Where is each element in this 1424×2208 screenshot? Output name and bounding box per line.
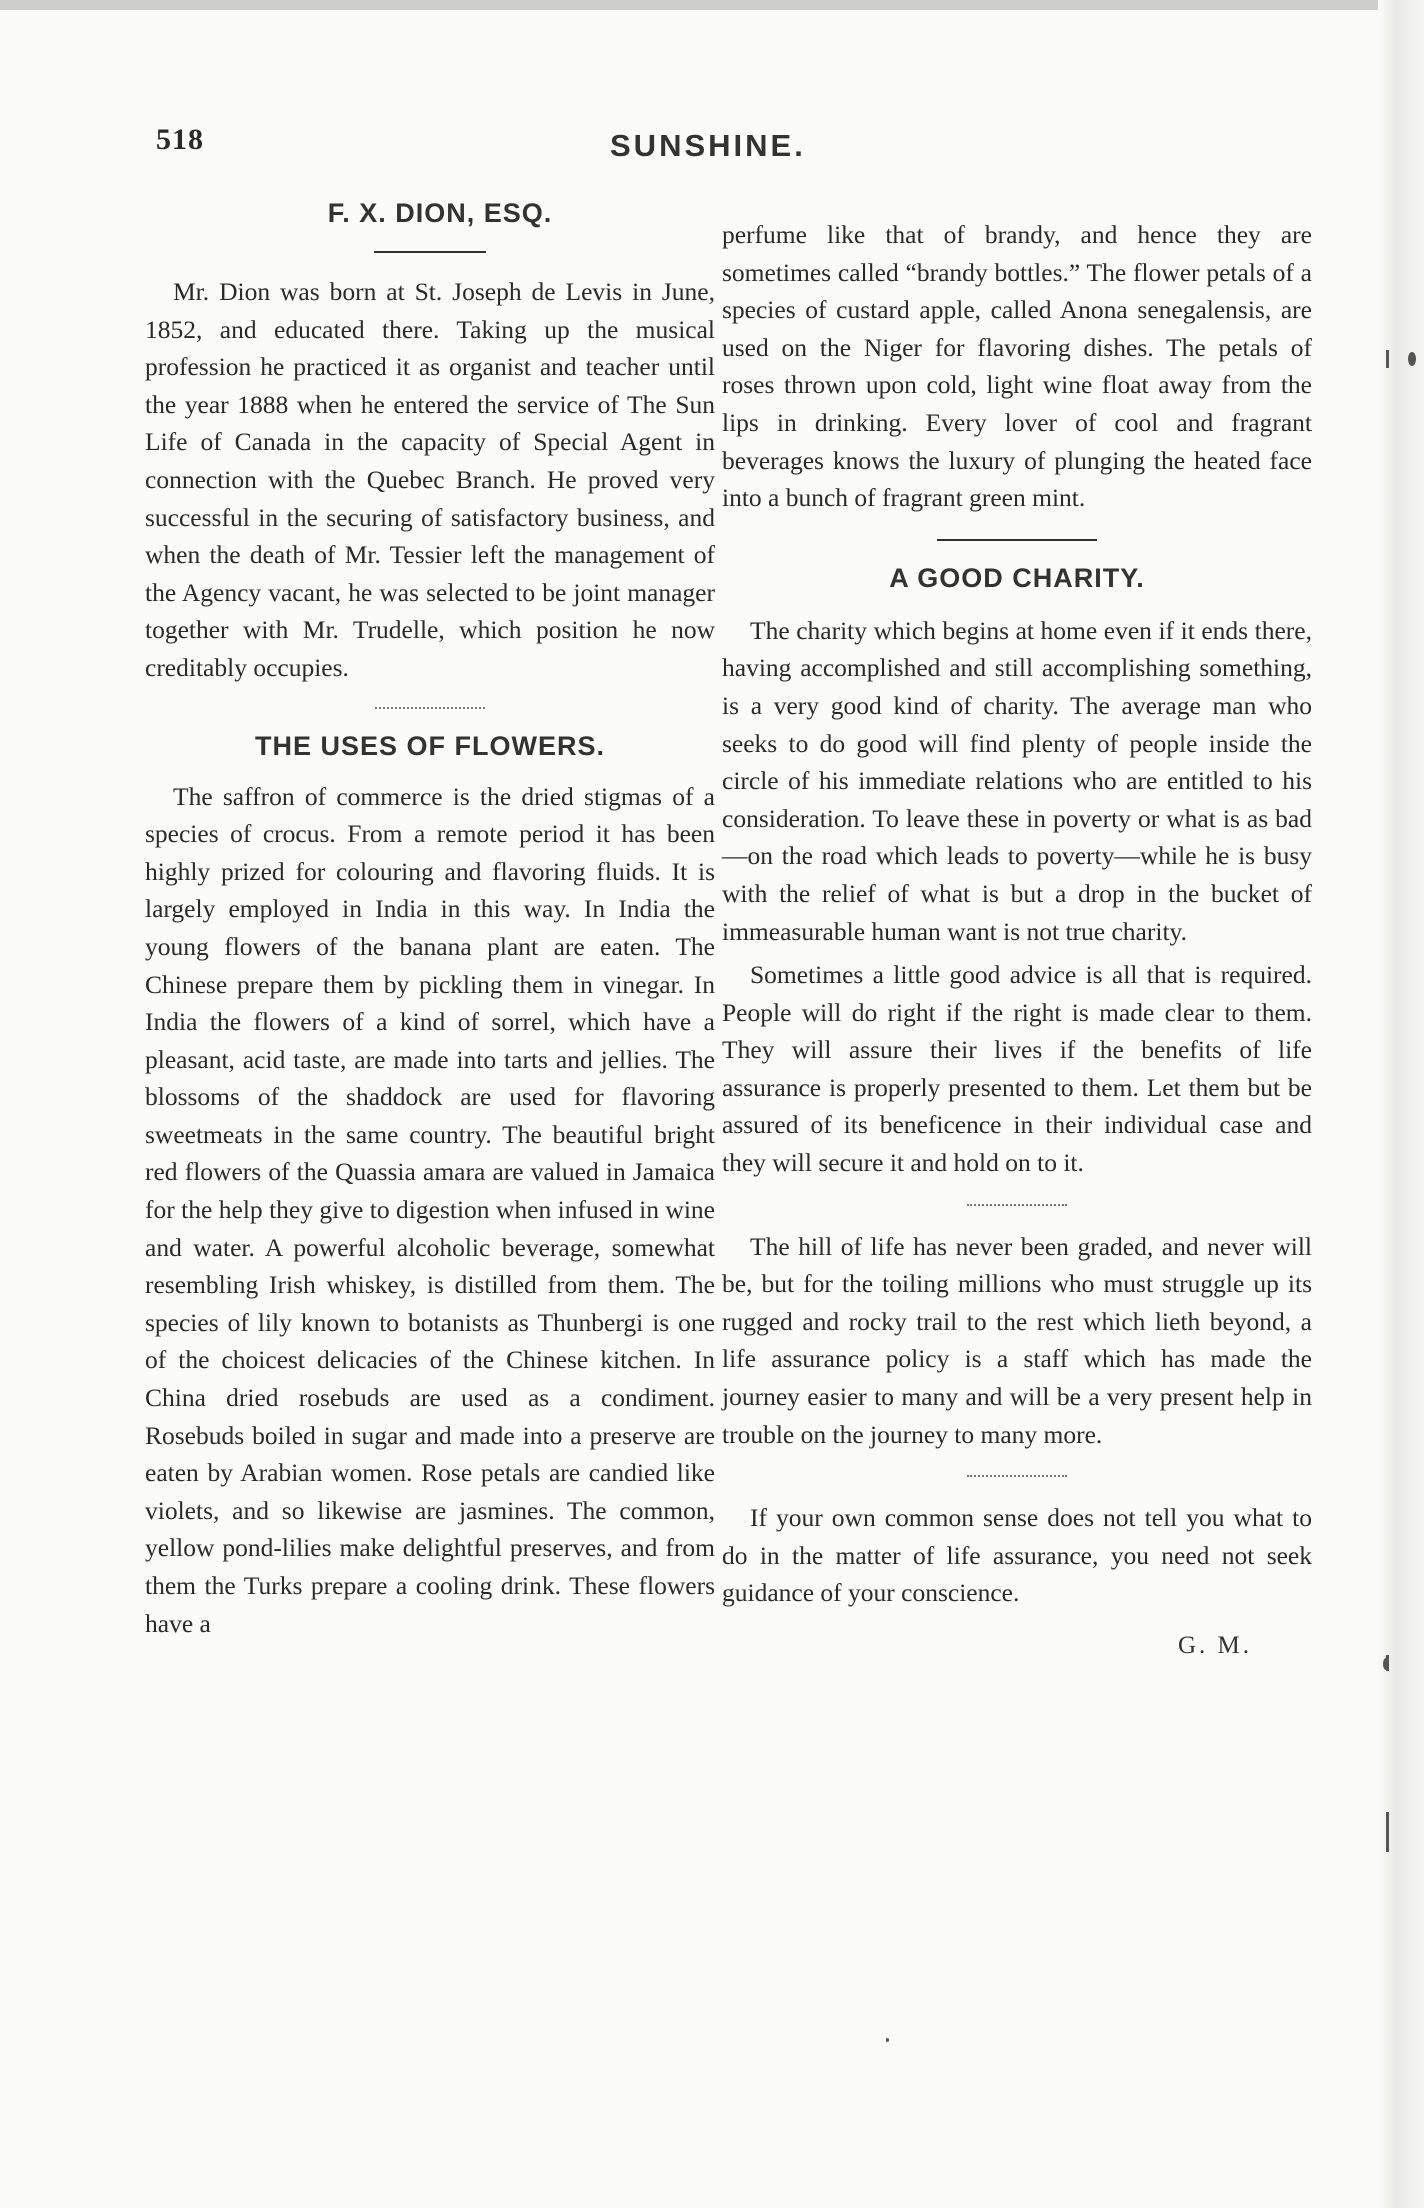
flowers-body-right: perfume like that of brandy, and hence they are sometimes called “brandy bottles.” The flower petals of a species of custard apple, called Anona senegalensis, are used on the Niger for flavoring dishes. The petals of roses thrown upon cold, light wine float away from the lips in drinking. Every lover of cool and fragrant beverages knows the luxury of plunging the heated face into a bunch of fragrant green mint.: [722, 220, 1312, 513]
conscience-body: If your own common sense does not tell you what to do in the matter of life assurance, you need not seek guidance of your conscience.: [722, 1503, 1312, 1608]
flowers-title: THE USES OF FLOWERS.: [254, 730, 605, 761]
charity-paragraph: Sometimes a little good advice is all that is required. People will do right if the right is made clear to them. They will assure their lives if the benefits of life assurance is properly presented to them. Let them but be assured of its beneficence in their individual case and they will secure it and hold on to it.: [722, 960, 1312, 1178]
title-rule: [374, 251, 486, 253]
section-divider: [937, 539, 1097, 541]
hill-body: The hill of life has never been graded, and never will be, but for the toiling millions who must struggle up its rugged and rocky trail to the rest which lieth beyond, a life assurance policy is a staff which has made the journey easier to many and will be a very present help in trouble on the journey to many more.: [722, 1231, 1312, 1449]
section-divider: [967, 1475, 1067, 1477]
scan-speck: [886, 2038, 889, 2042]
charity-paragraph: The charity which begins at home even if it ends there, having accomplished and still accomplishing something, is a very good kind of charity. The average man who seeks to do good will find plenty of people inside the circle of his immediate relations who are entitled to his consideration. To leave these in poverty or what is as bad—on the road which leads to poverty—while he is busy with the relief of what is but a drop in the bucket of immeasurable human want is not true charity.: [722, 615, 1312, 946]
scan-right-edge: [1378, 0, 1424, 2208]
page-number: 518: [156, 123, 204, 156]
scan-speck: [1383, 1658, 1389, 1670]
flowers-body-left: The saffron of commerce is the dried stigmas of a species of crocus. From a remote period it has been highly prized for colouring and flavoring fluids. It is largely employed in India in this way. In India the young flowers of the banana plant are eaten. The Chinese prepare them by pickling them in vinegar. In India the flowers of a kind of sorrel, which have a pleasant, acid taste, are made into tarts and jellies. The blossoms of the shaddock are used for flavoring sweetmeats in the same country. The beautiful bright red flowers of the Quassia amara are valued in Jamaica for the help they give to digestion when infused in wine and water. A powerful alcoholic beverage, somewhat resembling Irish whiskey, is distilled from them. The species of lily known to botanists as Thunbergi is one of the choicest delicacies of the Chinese kitchen. In China dried rosebuds are used as a condiment. Rosebuds boiled in sugar and made into a preserve are eaten by Arabian women. Rose petals are candied like violets, and so likewise are jasmines. The common, yellow pond-lilies make delightful preserves, and from them the Turks prepare a cooling drink. These flowers have a: [145, 781, 715, 1638]
running-head: SUNSHINE.: [610, 128, 806, 163]
dion-title: F. X. DION, ESQ.: [327, 198, 553, 228]
section-divider: [375, 707, 485, 709]
charity-title: A GOOD CHARITY.: [889, 562, 1145, 593]
signature: G. M.: [1177, 1632, 1252, 1659]
right-column: [722, 216, 1312, 1660]
left-column: [145, 198, 715, 1642]
section-divider: [967, 1204, 1067, 1206]
scan-speck: [1408, 352, 1416, 366]
scan-top-edge: [0, 0, 1424, 10]
scan-mark: [1386, 350, 1389, 368]
scan-mark: [1386, 1812, 1389, 1852]
dion-body: Mr. Dion was born at St. Joseph de Levis in June, 1852, and educated there. Taking up the musical profession he practiced it as organist and teacher until the year 1888 when he entered the service of The Sun Life of Canada in the capacity of Special Agent in connection with the Quebec Branch. He proved very successful in the securing of satisfactory business, and when the death of Mr. Tessier left the management of the Agency vacant, he was selected to be joint manager together with Mr. Trudelle, which position he now creditably occupies.: [145, 277, 715, 682]
